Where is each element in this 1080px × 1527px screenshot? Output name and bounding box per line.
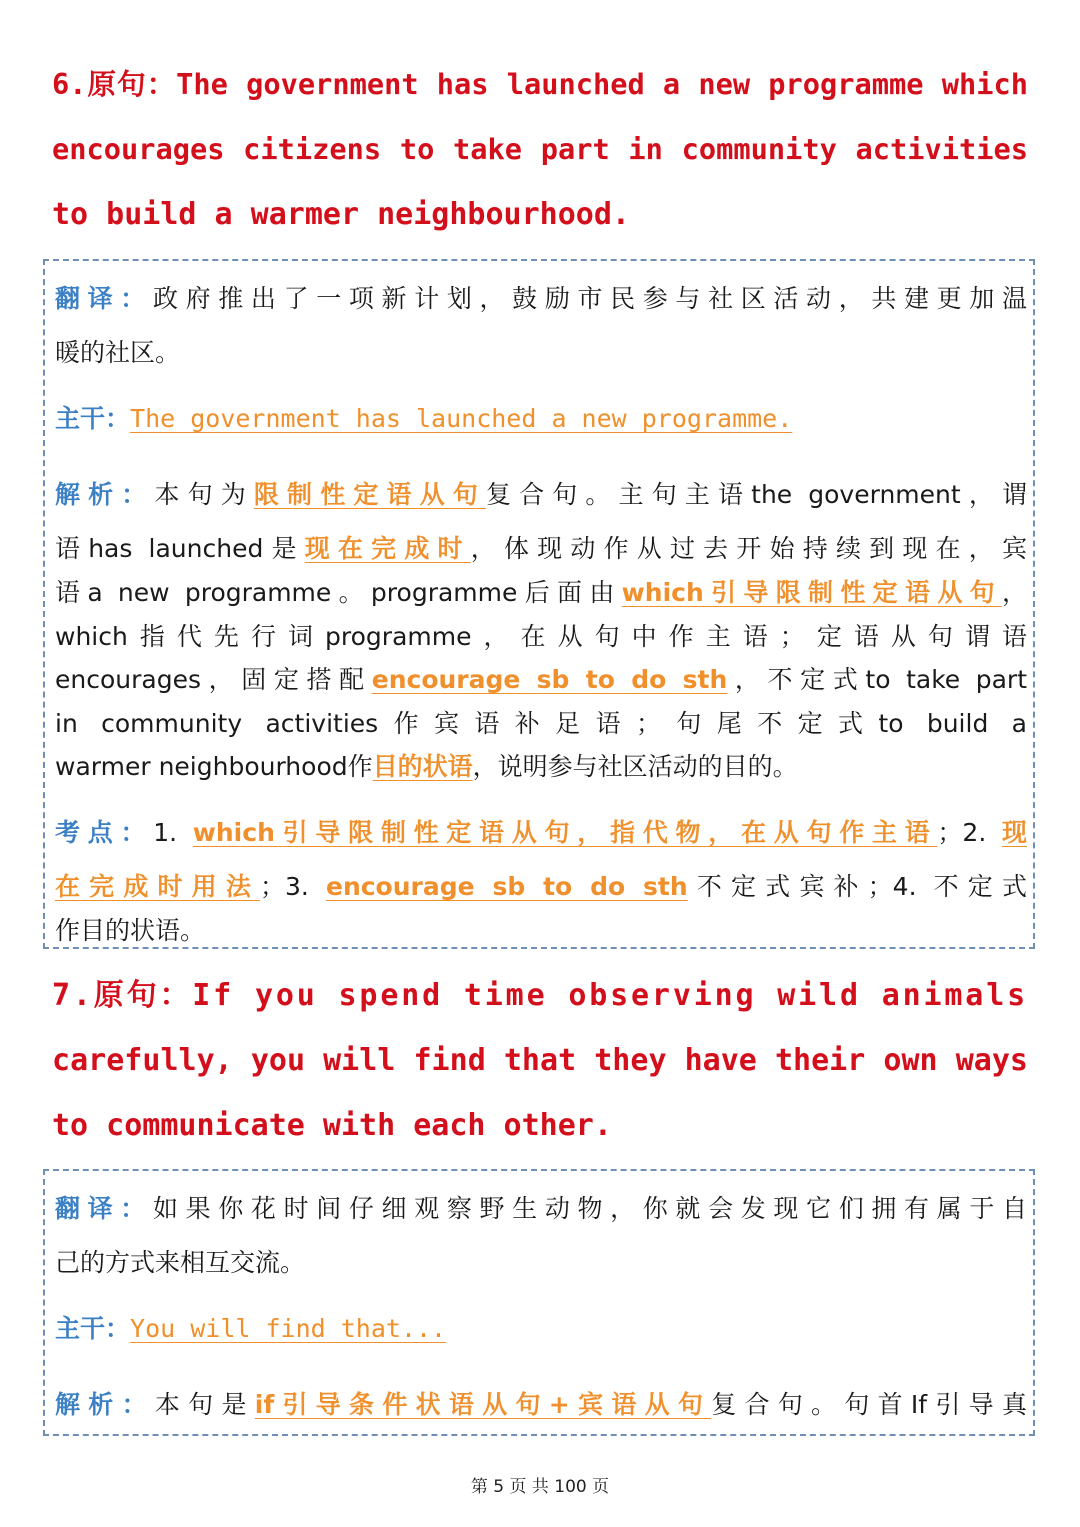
heading-line: carefully, you will find that they have their own ways: [52, 1043, 1028, 1078]
section-6-analysis-box: [43, 259, 1035, 949]
page-footer: 第 5 页 共 100 页: [470, 1477, 610, 1497]
highlight-term: encourage sb to do sth: [371, 665, 728, 694]
heading-line: 6.原句：The government has launched a new programme which: [52, 67, 1028, 101]
translation-label: 翻译：: [55, 1194, 153, 1223]
key-points-text: ；2.: [937, 818, 1002, 847]
analysis-text: ，不定式to take part: [727, 665, 1028, 694]
translation-line: [55, 279, 1027, 315]
analysis-text: 复合句。主句主语the government，谓: [485, 480, 1027, 509]
analysis-line: [55, 747, 1027, 783]
analysis-line: [55, 573, 1027, 609]
main-clause-line: [55, 399, 1027, 435]
key-points-text: 1.: [153, 818, 193, 847]
translation-text: 政府推出了一项新计划，鼓励市民参与社区活动，共建更加温: [152, 284, 1027, 313]
translation-line: [55, 1243, 1027, 1279]
analysis-line: [55, 475, 1027, 511]
highlight-term: 目的状语: [372, 752, 473, 781]
main-clause-text: You will find that...: [130, 1314, 447, 1343]
highlight-term: 在完成时用法: [55, 872, 261, 901]
heading-line: to communicate with each other.: [52, 1108, 612, 1143]
analysis-line: [55, 1385, 1027, 1421]
analysis-line: [55, 529, 1027, 565]
translation-line: [55, 333, 1027, 369]
highlight-term: 现: [1001, 818, 1027, 847]
key-points-line: [55, 813, 1027, 849]
analysis-text: 语a new programme。programme后面由: [55, 578, 622, 607]
analysis-line: in community activities作宾语补足语；句尾不定式to build a: [55, 709, 1027, 738]
translation-text: 己的方式来相互交流。: [55, 1248, 306, 1277]
translation-text: 暖的社区。: [55, 338, 181, 367]
translation-text: 如果你花时间仔细观察野生动物，你就会发现它们拥有属于自: [152, 1194, 1027, 1223]
key-points-text: 不定式宾补；4. 不定式: [687, 872, 1027, 901]
translation-label: 翻译：: [55, 284, 153, 313]
highlight-term: encourage sb to do sth: [325, 872, 688, 901]
heading-line: encourages citizens to take part in community activities: [52, 132, 1028, 166]
heading-line: 7.原句：If you spend time observing wild animals: [52, 978, 1028, 1013]
analysis-text: ，说明参与社区活动的目的。: [472, 752, 798, 781]
section-6-heading: [52, 52, 1028, 247]
heading-line: to build a warmer neighbourhood.: [52, 197, 630, 232]
analysis-label: 解析：: [55, 480, 155, 509]
highlight-term: 限制性定语从句: [253, 480, 486, 509]
main-clause-text: The government has launched a new programme.: [130, 404, 793, 433]
highlight-term: 现在完成时: [304, 534, 471, 563]
main-clause-line: [55, 1309, 1027, 1345]
highlight-term: which引导限制性定语从句: [621, 578, 1002, 607]
section-7-analysis-box: [43, 1169, 1035, 1436]
analysis-text: 本句是: [154, 1390, 255, 1419]
analysis-text: ，: [1001, 578, 1027, 607]
analysis-line: [55, 660, 1027, 696]
analysis-text: 本句为: [154, 480, 254, 509]
main-clause-label: 主干：: [55, 1314, 131, 1343]
key-points-text: ；3.: [260, 872, 326, 901]
highlight-term: if引导条件状语从句+宾语从句: [254, 1390, 712, 1419]
analysis-text: ，体现动作从过去开始持续到现在，宾: [470, 534, 1027, 563]
section-7-heading: [52, 963, 1028, 1158]
analysis-text: encourages，固定搭配: [55, 665, 372, 694]
key-points-label: 考点：: [55, 818, 154, 847]
analysis-line: which指代先行词programme，在从句中作主语；定语从句谓语: [55, 622, 1027, 651]
analysis-label: 解析：: [55, 1390, 155, 1419]
analysis-text: warmer neighbourhood作: [55, 752, 373, 781]
analysis-text: 语has launched是: [55, 534, 305, 563]
key-points-line: 作目的状语。: [55, 916, 206, 945]
analysis-text: 复合句。句首If引导真: [711, 1390, 1027, 1419]
highlight-term: which引导限制性定语从句，指代物，在从句作主语: [192, 818, 938, 847]
main-clause-label: 主干：: [55, 404, 131, 433]
key-points-line: [55, 867, 1027, 903]
translation-line: [55, 1189, 1027, 1225]
